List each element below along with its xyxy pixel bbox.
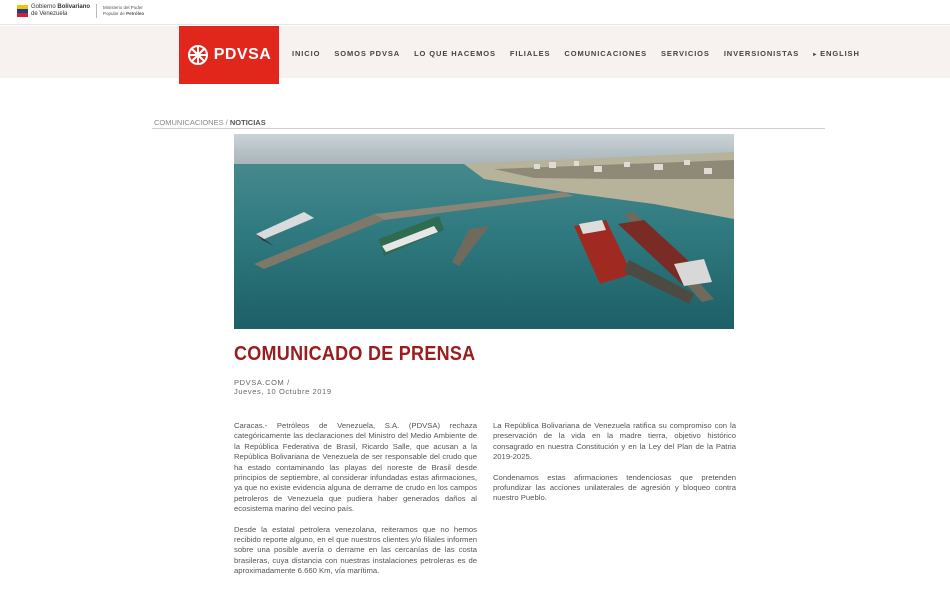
article-paragraph: Condenamos estas afirmaciones tendenciosas que pretenden profundizar las acciones unilaterales de agresión y bloqueo contra nuestro Pueblo. xyxy=(493,472,736,503)
nav-item-comunicaciones[interactable]: COMUNICACIONES xyxy=(564,49,648,58)
nav-item-somos-pdvsa[interactable]: SOMOS PDVSA xyxy=(334,49,401,58)
english-label: ENGLISH xyxy=(820,49,860,58)
breadcrumb-separator: / xyxy=(223,118,230,127)
government-name: Gobierno Bolivariano de Venezuela xyxy=(31,4,91,17)
breadcrumb xyxy=(154,118,266,127)
article-hero-image xyxy=(234,134,734,329)
ministry-name: Ministerio del Poder Popular de Petróleo xyxy=(103,5,145,16)
caret-right-icon: ▸ xyxy=(813,52,818,58)
article-paragraph: Caracas.- Petróleos de Venezuela, S.A. (PDVSA) rechaza categóricamente las declaraciones del Ministro del Medio Ambiente de la República Federativa de Brasil, Ricardo Salle, que acusan a la República Bolivariana de Venezuela de ser responsable del crudo que ha estado contaminando las playas del noreste de Brasil desde principios de septiembre, al considerar infundadas estas afirmaciones, ya que no existe evidencia alguna de derrame de crudo en los campos petroleros de Venezuela que pudiera haber generados daños al ecosistema marino del vecino país. xyxy=(234,421,477,514)
breadcrumb-divider xyxy=(152,128,825,129)
article-title: COMUNICADO DE PRENSA xyxy=(234,343,476,365)
port-aerial-image xyxy=(234,134,734,329)
language-english-link[interactable] xyxy=(813,49,874,58)
article-date: Jueves, 10 Octubre 2019 xyxy=(234,387,332,396)
brand-name: PDVSA xyxy=(213,46,272,63)
government-bar xyxy=(0,0,950,25)
nav-item-filiales[interactable]: FILIALES xyxy=(509,49,551,58)
nav-item-servicios[interactable]: SERVICIOS xyxy=(661,49,710,58)
nav-item-inicio[interactable]: INICIO xyxy=(292,49,321,58)
divider xyxy=(96,4,97,18)
breadcrumb-current: NOTICIAS xyxy=(229,118,266,127)
pdvsa-logo[interactable] xyxy=(179,26,279,84)
article-column-left xyxy=(234,421,477,587)
article-source: PDVSA.COM / xyxy=(234,378,290,387)
breadcrumb-parent[interactable]: COMUNICACIONES xyxy=(154,118,224,127)
government-logo[interactable] xyxy=(17,4,144,18)
venezuela-flag-icon xyxy=(17,5,28,18)
pdvsa-sun-icon xyxy=(187,44,209,66)
article-meta xyxy=(234,378,332,396)
article-paragraph: Desde la estatal petrolera venezolana, reiteramos que no hemos recibido reporte alguno, en el que nuestros clientes y/o filiales informen sobre una posible avería o derrame en las cercanías de las costa brasileras, cuya distancia con nuestras instalaciones petroleras es de aproximadamente 6.660 Km, vía marítima. xyxy=(234,524,477,576)
article-column-right xyxy=(493,421,736,514)
nav-item-lo-que-hacemos[interactable]: LO QUE HACEMOS xyxy=(414,49,496,58)
nav-item-inversionistas[interactable]: INVERSIONISTAS xyxy=(723,49,800,58)
top-nav xyxy=(292,49,888,58)
article-paragraph: La República Bolivariana de Venezuela ratifica su compromiso con la preservación de la vida en la madre tierra, objetivo histórico consagrado en nuestra Constitución y en la Ley del Plan de la Patria 2019-2025. xyxy=(493,421,736,462)
